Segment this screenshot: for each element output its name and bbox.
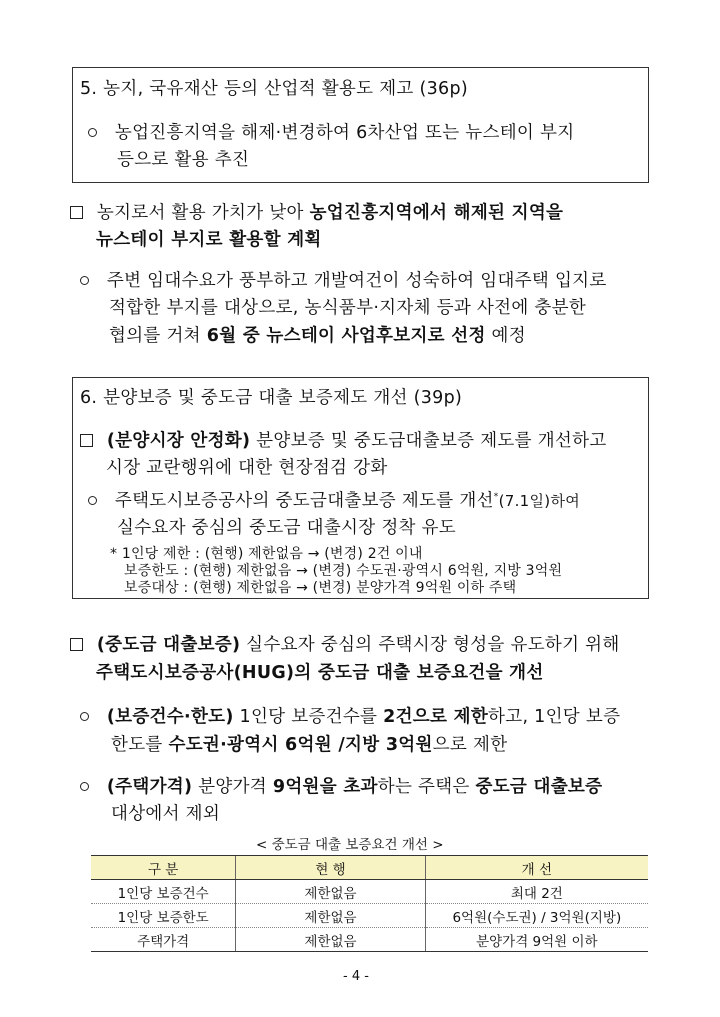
plan1-item-line1: 주변 임대수요가 풍부하고 개발여건이 성숙하여 임대주택 입지로 — [80, 267, 607, 292]
section5-heading: 5. 농지, 국유재산 등의 산업적 활용도 제고 (36p) — [80, 79, 469, 99]
table-cell: 제한없음 — [236, 904, 425, 928]
table-cell: 1인당 보증한도 — [91, 904, 236, 928]
section6-note3: 보증대상 : (현행) 제한없음 → (변경) 분양가격 9억원 이하 주택 — [124, 580, 517, 596]
plan1-item-line2: 적합한 부지를 대상으로, 농식품부·지자체 등과 사전에 충분한 — [109, 298, 587, 318]
section6-item-line2: 실수요자 중심의 중도금 대출시장 정착 유도 — [117, 518, 457, 538]
section6-note1: * 1인당 제한 : (현행) 제한없음 → (변경) 2건 이내 — [110, 546, 423, 562]
square-bullet-icon — [70, 638, 83, 651]
plan2-itemA-line2: 한도를 수도권·광역시 6억원 /지방 3억원으로 제한 — [111, 735, 508, 755]
page-number: - 4 - — [343, 969, 369, 984]
section6-item-line1: 주택도시보증공사의 중도금대출보증 제도를 개선*(7.1일)하여 — [88, 487, 580, 512]
table-header: 현 행 — [236, 856, 425, 880]
table-row — [91, 880, 648, 904]
plan2-line1: (중도금 대출보증) 실수요자 중심의 주택시장 형성을 유도하기 위해 — [70, 631, 620, 656]
plan1-item-line3: 협의를 거쳐 6월 중 뉴스테이 사업후보지로 선정 예정 — [109, 326, 526, 346]
circle-bullet-icon — [80, 712, 89, 721]
section6-sq-line2: 시장 교란행위에 대한 현장점검 강화 — [106, 458, 388, 478]
plan1-line2: 뉴스테이 부지로 활용할 계획 — [96, 230, 322, 250]
section6-note2: 보증한도 : (현행) 제한없음 → (변경) 수도권·광역시 6억원, 지방 3억원 — [124, 563, 563, 579]
plan2-itemB-line2: 대상에서 제외 — [111, 804, 221, 824]
section5-item: 농업진흥지역을 해제·변경하여 6차산업 또는 뉴스테이 부지 — [88, 119, 574, 144]
plan2-itemA-line1: (보증건수·한도) 1인당 보증건수를 2건으로 제한하고, 1인당 보증 — [80, 703, 620, 728]
circle-bullet-icon — [88, 128, 97, 137]
table-cell: 분양가격 9억원 이하 — [425, 928, 648, 952]
table-cell: 1인당 보증건수 — [91, 880, 236, 904]
plan2-itemB-line1: (주택가격) 분양가격 9억원을 초과하는 주택은 중도금 대출보증 — [80, 773, 602, 798]
plan2-line2: 주택도시보증공사(HUG)의 중도금 대출 보증요건을 개선 — [96, 663, 544, 683]
plan1-line1: 농지로서 활용 가치가 낮아 농업진흥지역에서 해제된 지역을 — [70, 199, 563, 224]
square-bullet-icon — [80, 434, 93, 447]
circle-bullet-icon — [80, 276, 89, 285]
table-cell: 6억원(수도권) / 3억원(지방) — [425, 904, 648, 928]
table-cell: 주택가격 — [91, 928, 236, 952]
table-header: 개 선 — [425, 856, 648, 880]
table-header: 구 분 — [91, 856, 236, 880]
circle-bullet-icon — [88, 496, 97, 505]
section6-sq-line1: (분양시장 안정화) 분양보증 및 중도금대출보증 제도를 개선하고 — [80, 427, 607, 452]
table-cell: 최대 2건 — [425, 880, 648, 904]
square-bullet-icon — [70, 206, 83, 219]
table-cell: 제한없음 — [236, 928, 425, 952]
table-caption: < 중도금 대출 보증요건 개선 > — [256, 837, 444, 853]
section5-item-cont: 등으로 활용 추진 — [117, 150, 250, 170]
circle-bullet-icon — [80, 782, 89, 791]
table-row — [91, 928, 648, 952]
table-row — [91, 904, 648, 928]
table-cell: 제한없음 — [236, 880, 425, 904]
section6-heading: 6. 분양보증 및 중도금 대출 보증제도 개선 (39p) — [80, 388, 463, 408]
table-header-row — [91, 856, 648, 880]
guarantee-requirements-table — [91, 855, 648, 952]
